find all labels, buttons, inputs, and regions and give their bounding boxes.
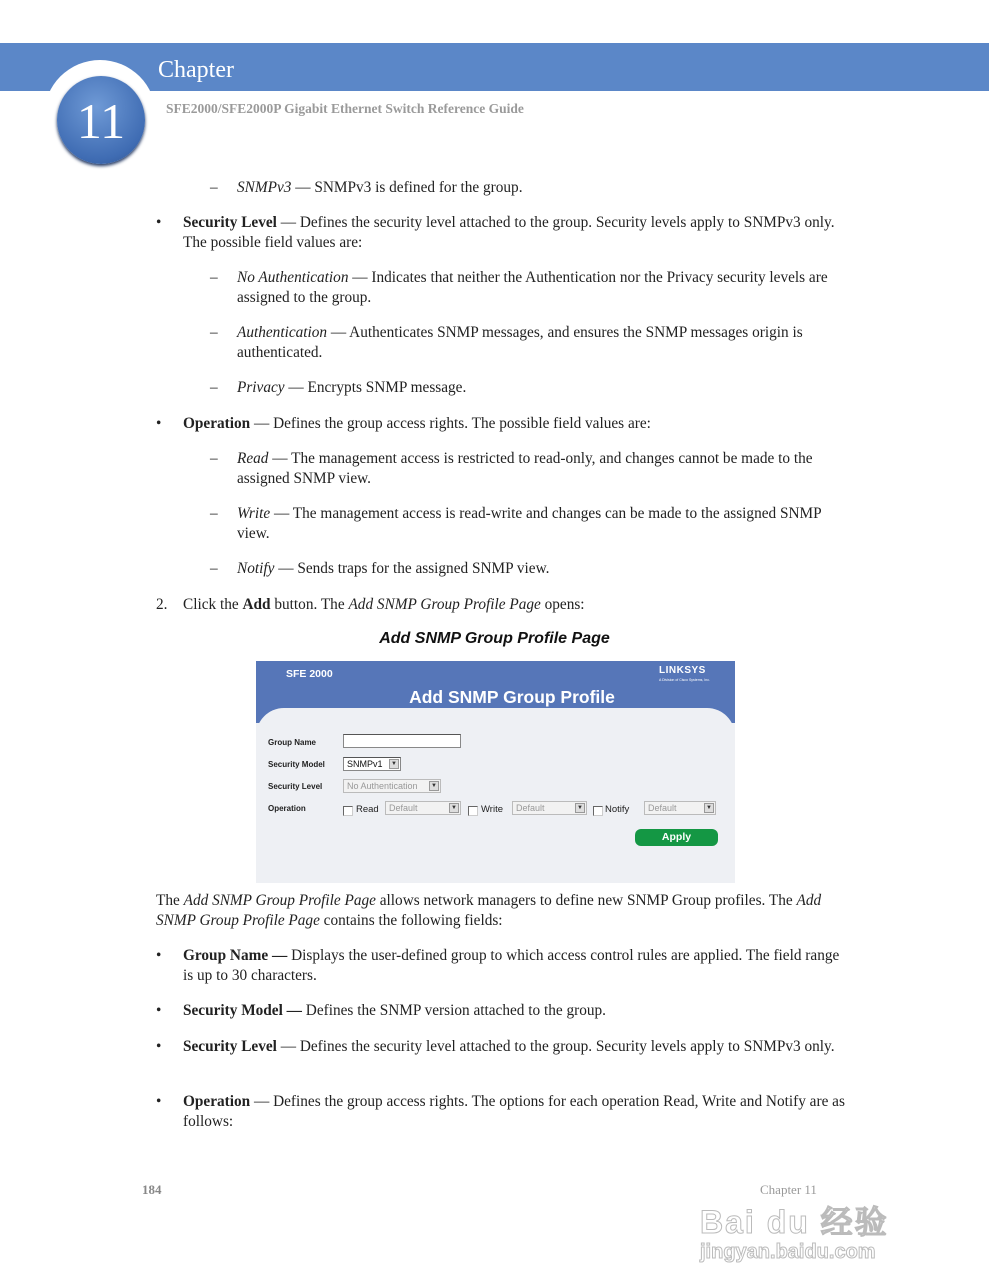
baidu-watermark xyxy=(700,1204,889,1264)
text: Add xyxy=(242,596,271,613)
selected-value: Default xyxy=(389,803,418,813)
bullet-marker: • xyxy=(156,947,162,964)
write-checkbox[interactable] xyxy=(468,806,478,816)
dash-marker: – xyxy=(210,324,218,341)
text: The xyxy=(156,892,184,909)
term: Operation xyxy=(183,1093,251,1110)
figure-caption: Add SNMP Group Profile Page xyxy=(379,630,610,647)
list-item xyxy=(156,414,846,434)
write-label: Write xyxy=(481,804,503,815)
watermark-line-1: Bai du 经验 xyxy=(700,1204,889,1240)
screenshot-figure xyxy=(256,661,735,883)
security-level-label: Security Level xyxy=(268,782,323,791)
selected-value: Default xyxy=(648,803,677,813)
list-item xyxy=(210,323,850,362)
dash-marker: – xyxy=(210,269,218,286)
list-item xyxy=(156,1001,846,1021)
step-number: 2. xyxy=(156,596,168,613)
read-checkbox[interactable] xyxy=(343,806,353,816)
term: Group Name — xyxy=(183,947,288,964)
form-panel xyxy=(256,708,735,883)
operation-label: Operation xyxy=(268,804,306,813)
list-item xyxy=(156,213,846,252)
description: — The management access is restricted to read-only, and changes cannot be made to the assigned SNMP view. xyxy=(237,450,813,487)
description: — SNMPv3 is defined for the group. xyxy=(291,179,523,196)
figure-title: Add SNMP Group Profile xyxy=(409,687,615,707)
group-name-input[interactable] xyxy=(343,734,461,748)
read-select[interactable] xyxy=(385,801,461,815)
linksys-logo: LINKSYS xyxy=(659,665,706,676)
text: Click the xyxy=(183,596,243,613)
description: — Authenticates SNMP messages, and ensures the SNMP messages origin is authenticated. xyxy=(237,324,803,361)
read-label: Read xyxy=(356,804,379,815)
term: Read xyxy=(237,450,269,467)
text: Add SNMP Group Profile Page xyxy=(183,892,376,909)
list-item xyxy=(156,946,846,985)
list-item xyxy=(210,378,850,398)
selected-value: Default xyxy=(516,803,545,813)
term: Security Level xyxy=(183,1038,277,1055)
text: Add SNMP Group Profile Page xyxy=(348,596,541,613)
chevron-down-icon: ▼ xyxy=(575,803,585,813)
write-select[interactable] xyxy=(512,801,587,815)
chevron-down-icon: ▼ xyxy=(704,803,714,813)
description: — Defines the group access rights. The options for each operation Read, Write and Notify are as follows: xyxy=(183,1093,845,1130)
list-item xyxy=(210,504,850,543)
chapter-number-badge: 11 xyxy=(57,76,145,164)
term: No Authentication xyxy=(237,269,349,286)
text: allows network managers to define new SNMP Group profiles. The xyxy=(375,892,797,909)
text: contains the following fields: xyxy=(319,911,503,929)
term: Authentication xyxy=(237,324,328,341)
bullet-marker: • xyxy=(156,1093,162,1110)
list-item xyxy=(156,1092,846,1131)
dash-marker: – xyxy=(210,560,218,577)
bullet-marker: • xyxy=(156,214,162,231)
description: Displays the user-defined group to which access control rules are applied. The field range is up to 30 characters. xyxy=(183,947,840,984)
term: Write xyxy=(237,505,271,522)
description: — Encrypts SNMP message. xyxy=(284,379,467,396)
bullet-marker: • xyxy=(156,415,162,432)
list-item xyxy=(210,559,850,579)
description: — Defines the security level attached to the group. Security levels apply to SNMPv3 only. xyxy=(276,1038,835,1055)
intro-paragraph xyxy=(156,891,856,930)
chapter-label: Chapter xyxy=(158,57,234,83)
dash-marker: – xyxy=(210,379,218,396)
description: — Defines the group access rights. The possible field values are: xyxy=(250,415,651,432)
bullet-marker: • xyxy=(156,1038,162,1055)
dash-marker: – xyxy=(210,450,218,467)
description: — Defines the security level attached to the group. Security levels apply to SNMPv3 only. The possible field values are: xyxy=(183,214,835,251)
description: — Sends traps for the assigned SNMP view. xyxy=(274,560,550,577)
text: button. The xyxy=(270,596,349,613)
model-label: SFE 2000 xyxy=(286,668,333,680)
term: SNMPv3 xyxy=(237,179,292,196)
selected-value: No Authentication xyxy=(347,781,418,791)
group-name-label: Group Name xyxy=(268,738,317,747)
term: Security Model — xyxy=(183,1002,302,1019)
apply-button[interactable]: Apply xyxy=(635,829,718,846)
term: Notify xyxy=(237,560,275,577)
step-2 xyxy=(156,595,846,615)
list-item xyxy=(210,178,850,198)
list-item xyxy=(156,1037,846,1057)
chevron-down-icon: ▼ xyxy=(429,781,439,791)
chapter-header-band xyxy=(0,43,989,91)
text: Add SNMP Group Profile Page xyxy=(156,892,822,929)
security-model-select[interactable] xyxy=(343,757,401,771)
description: Defines the SNMP version attached to the group. xyxy=(301,1002,607,1019)
logo-subtext: A Division of Cisco Systems, Inc. xyxy=(659,678,710,682)
security-model-label: Security Model xyxy=(268,760,325,769)
chevron-down-icon: ▼ xyxy=(449,803,459,813)
security-level-select[interactable] xyxy=(343,779,441,793)
page-number: 184 xyxy=(142,1182,162,1197)
description: — Indicates that neither the Authentication nor the Privacy security levels are assigned to the group. xyxy=(237,269,828,306)
description: — The management access is read-write and changes can be made to the assigned SNMP view. xyxy=(237,505,822,542)
footer-chapter: Chapter 11 xyxy=(760,1182,817,1197)
notify-select[interactable] xyxy=(644,801,716,815)
guide-title: SFE2000/SFE2000P Gigabit Ethernet Switch Reference Guide xyxy=(166,101,524,116)
term: Privacy xyxy=(237,379,285,396)
notify-checkbox[interactable] xyxy=(593,806,603,816)
notify-label: Notify xyxy=(605,804,630,815)
watermark-line-2: jingyan.baidu.com xyxy=(700,1241,876,1263)
dash-marker: – xyxy=(210,179,218,196)
term: Operation xyxy=(183,415,251,432)
selected-value: SNMPv1 xyxy=(347,759,383,769)
chevron-down-icon: ▼ xyxy=(389,759,399,769)
list-item xyxy=(210,449,850,488)
dash-marker: – xyxy=(210,505,218,522)
term: Security Level xyxy=(183,214,277,231)
list-item xyxy=(210,268,850,307)
bullet-marker: • xyxy=(156,1002,162,1019)
text: opens: xyxy=(540,596,585,613)
